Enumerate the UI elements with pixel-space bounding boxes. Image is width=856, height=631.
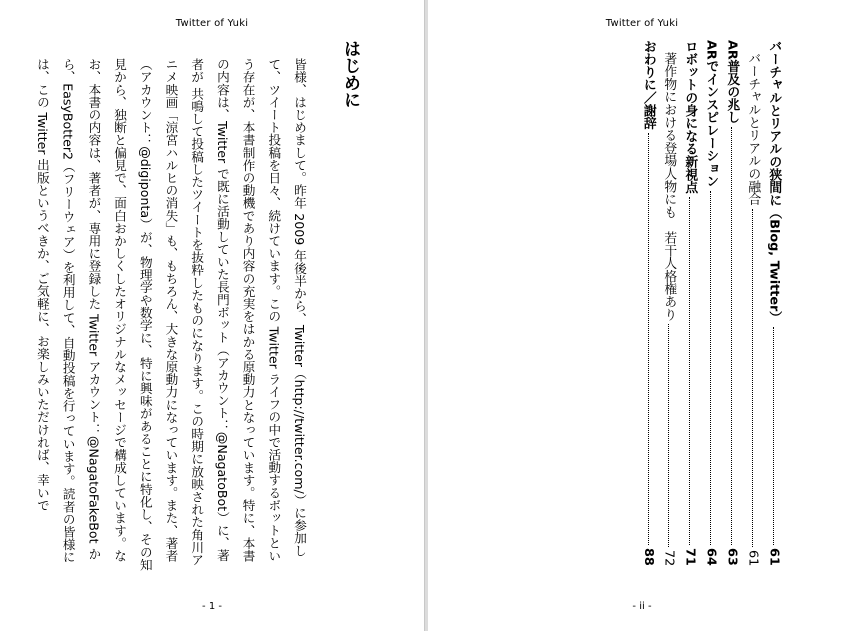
toc-dot-leader — [731, 127, 732, 545]
toc-entry[interactable] — [763, 40, 784, 566]
toc-dot-leader — [648, 133, 649, 546]
toc-entry-page: 61 — [766, 548, 782, 566]
toc-dot-leader — [752, 209, 753, 547]
toc-entry-page: 71 — [682, 548, 698, 566]
toc-dot-leader — [668, 324, 669, 547]
toc-entry[interactable] — [742, 40, 763, 566]
page-number-right: - ii - — [632, 601, 652, 612]
toc-entry-title: ARでインスピレーション — [703, 40, 719, 188]
toc-entry[interactable] — [638, 40, 658, 566]
toc-entry-title: バーチャルとリアルの狭間に（Blog, Twitter） — [766, 40, 782, 325]
right-page — [428, 0, 856, 631]
toc-entry[interactable] — [679, 40, 700, 566]
toc-entry-title: バーチャルとリアルの融合 — [745, 52, 761, 206]
toc-entry-title: AR普及の兆し — [724, 40, 740, 124]
toc-entry-page: 88 — [640, 548, 656, 566]
page-number-left: - 1 - — [202, 601, 222, 612]
running-header-right: Twitter of Yuki — [605, 18, 679, 29]
toc-entry[interactable] — [658, 40, 679, 566]
toc-entry[interactable] — [721, 40, 742, 566]
left-page — [0, 0, 424, 631]
table-of-contents — [638, 40, 838, 570]
toc-entry-title: おわりに／謝辞 — [640, 40, 656, 130]
toc-entry-page: 63 — [724, 548, 740, 566]
toc-entry-title: ロボットの身になる新視点 — [682, 40, 698, 194]
toc-entry-title: 著作物における登場人物にも 若干人格権あり — [661, 52, 677, 321]
toc-entry[interactable] — [700, 40, 721, 566]
toc-dot-leader — [710, 191, 711, 545]
toc-dot-leader — [689, 197, 690, 546]
toc-entry-page: 64 — [703, 548, 719, 566]
toc-entry-page: 72 — [661, 549, 677, 566]
chapter-title: はじめに — [340, 40, 360, 108]
running-header-left: Twitter of Yuki — [175, 18, 249, 29]
toc-entry-page: 61 — [745, 549, 761, 566]
toc-dot-leader — [773, 327, 774, 545]
body-paragraph: 皆様、はじめまして。昨年 2009 年後半から、Twitter（http://twitter.com/）に参加して、ツイート投稿を日々、続けています。この Twitter ライフの中で活動するボットという存在が、本書制作の動機であり内容の充実をはかる原動力となっています。特に、本書の内容は、Twitter で既に活動していた長門ボット（アカウント：@NagatoBot）に、著者が 共鳴して投稿したツイートを抜粋したものになります。この時期に放映された角川アニメ映画「涼宮ハルヒの消失」も、もちろん、大きな原動力になっています。また、著者（アカウント：@digiponta）が、物理学や数学に、特に興味があることに特化し、その知見から、独断と偏見で、面白おかしくしたオリジナルなメッセージで構成しています。なお、本書の内容は、著者が、専用に登録した Twitter アカウント：@NagatoFakeBot から、EasyBotter2（フリーウェア）を利用して、自動投稿を行っています。読者の皆様には、この Twitter 出版というべきか、ご気軽に、お楽しみいただければ、幸いで — [34, 58, 307, 571]
body-text — [34, 58, 312, 574]
